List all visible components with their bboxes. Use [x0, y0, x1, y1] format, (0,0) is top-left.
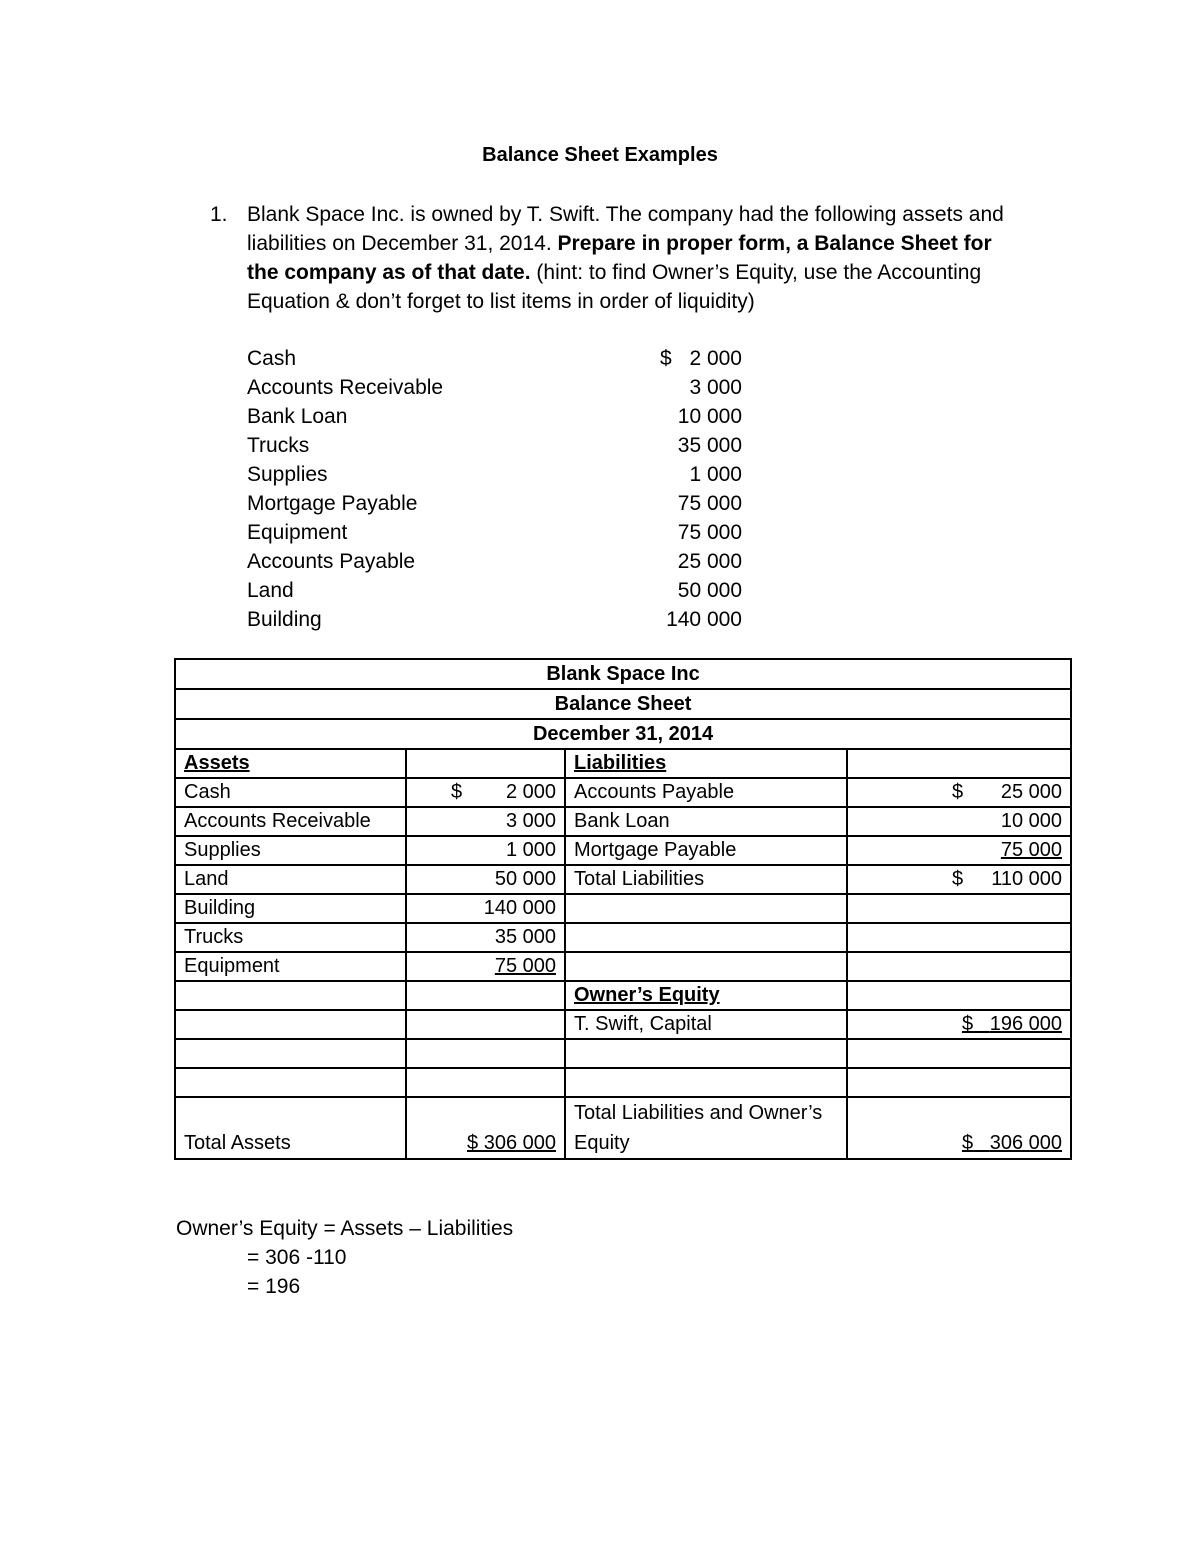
dollar-sign: $ [451, 781, 463, 803]
amount-value: 196 000 [989, 1013, 1063, 1035]
problem-intro: Blank Space Inc. is owned by T. Swift. The company had the following assets and liabilities on December 31, 2014. [247, 203, 1004, 255]
list-item [247, 344, 747, 373]
item-amount: 50 000 [677, 579, 742, 602]
capital-amount [847, 1010, 1071, 1039]
item-name: Accounts Payable [247, 550, 416, 573]
asset-name: Building [175, 894, 406, 923]
table-row [175, 894, 1071, 923]
equity-heading [565, 981, 847, 1010]
total-le-label: Total Liabilities and Owner’s Equity [565, 1097, 847, 1159]
empty-cell [406, 749, 565, 778]
table-row [175, 1010, 1071, 1039]
item-name: Bank Loan [247, 405, 348, 428]
list-item [247, 605, 747, 634]
total-liabilities-amount [847, 865, 1071, 894]
amount-value: 50 000 [494, 868, 556, 890]
liability-amount [847, 778, 1071, 807]
liability-amount [847, 807, 1071, 836]
table-row [175, 981, 1071, 1010]
asset-name: Equipment [175, 952, 406, 981]
item-name: Mortgage Payable [247, 492, 418, 515]
empty-cell [565, 1068, 847, 1097]
item-name: Cash [247, 347, 297, 370]
capital-value [962, 1013, 1062, 1035]
asset-amount [406, 923, 565, 952]
item-amount: 35 000 [677, 434, 742, 457]
empty-cell [565, 952, 847, 981]
empty-cell [406, 981, 565, 1010]
list-item [247, 576, 747, 605]
asset-amount [406, 778, 565, 807]
table-row [175, 778, 1071, 807]
empty-cell [175, 981, 406, 1010]
list-item [247, 373, 747, 402]
item-name: Supplies [247, 463, 328, 486]
assets-heading-text: Assets [184, 752, 250, 774]
empty-cell [847, 923, 1071, 952]
item-dollar: $ [660, 347, 672, 370]
page-title: Balance Sheet Examples [482, 144, 718, 166]
empty-cell [565, 923, 847, 952]
empty-cell [847, 894, 1071, 923]
table-row [175, 836, 1071, 865]
amount-value: 140 000 [483, 897, 556, 919]
item-list [247, 344, 747, 634]
item-amount: 75 000 [677, 492, 742, 515]
empty-cell [175, 1068, 406, 1097]
empty-cell [406, 1010, 565, 1039]
problem-statement [210, 200, 1020, 316]
table-row [175, 923, 1071, 952]
liability-amount [847, 836, 1071, 865]
total-assets-label: Total Assets [175, 1097, 406, 1159]
item-name: Land [247, 579, 294, 602]
company-name: Blank Space Inc [175, 659, 1071, 689]
amount-value: 75 000 [1000, 839, 1063, 861]
equation-line: = 196 [247, 1275, 301, 1298]
amount-value: $ 306 000 [467, 1132, 556, 1154]
item-name: Equipment [247, 521, 348, 544]
empty-cell [847, 952, 1071, 981]
table-row [175, 749, 1071, 778]
liabilities-heading-text: Liabilities [574, 752, 667, 774]
table-row [175, 689, 1071, 719]
table-row [175, 865, 1071, 894]
asset-amount [406, 836, 565, 865]
empty-cell [847, 981, 1071, 1010]
statement-name: Balance Sheet [175, 689, 1071, 719]
list-item [247, 431, 747, 460]
item-amount: 1 000 [689, 463, 742, 486]
item-amount: 10 000 [677, 405, 742, 428]
amount-value: 1 000 [505, 839, 556, 861]
equity-heading-text: Owner’s Equity [574, 984, 720, 1006]
item-amount: 75 000 [677, 521, 742, 544]
total-le-value [962, 1132, 1062, 1154]
problem-instruction: Prepare in proper form, a Balance Sheet for the company as of that date. [247, 232, 992, 284]
empty-cell [406, 1039, 565, 1068]
table-row [175, 1097, 1071, 1159]
table-row [175, 719, 1071, 749]
empty-cell [565, 1039, 847, 1068]
list-item [247, 460, 747, 489]
asset-name: Trucks [175, 923, 406, 952]
item-name: Building [247, 608, 322, 631]
asset-name: Cash [175, 778, 406, 807]
problem-hint: (hint: to find Owner’s Equity, use the Accounting Equation & don’t forget to list items in order of liquidity) [247, 261, 982, 313]
total-liabilities-label: Total Liabilities [565, 865, 847, 894]
problem-number: 1. [210, 203, 228, 226]
amount-value: 3 000 [505, 810, 556, 832]
item-name: Accounts Receivable [247, 376, 444, 399]
asset-name: Land [175, 865, 406, 894]
asset-amount [406, 807, 565, 836]
equation-line: Owner’s Equity = Assets – Liabilities [176, 1217, 514, 1240]
liabilities-heading [565, 749, 847, 778]
list-item [247, 547, 747, 576]
empty-cell [847, 1039, 1071, 1068]
asset-amount [406, 894, 565, 923]
list-item [247, 402, 747, 431]
total-le-amount [847, 1097, 1071, 1159]
item-name: Trucks [247, 434, 310, 457]
amount-value: 10 000 [1000, 810, 1063, 832]
asset-amount [406, 865, 565, 894]
liability-name: Bank Loan [565, 807, 847, 836]
empty-cell [175, 1010, 406, 1039]
empty-cell [847, 1068, 1071, 1097]
item-amount: 2 000 [689, 347, 742, 370]
table-row [175, 1068, 1071, 1097]
table-row [175, 1039, 1071, 1068]
empty-cell [565, 894, 847, 923]
problem-text [247, 200, 1020, 316]
empty-cell [175, 1039, 406, 1068]
capital-name: T. Swift, Capital [565, 1010, 847, 1039]
assets-heading [175, 749, 406, 778]
empty-cell [847, 749, 1071, 778]
balance-sheet-table [174, 658, 1072, 1160]
amount-value: 2 000 [505, 781, 556, 803]
item-amount: 25 000 [677, 550, 742, 573]
table-row [175, 659, 1071, 689]
item-amount: 140 000 [666, 608, 742, 631]
equation-line: = 306 -110 [247, 1246, 347, 1269]
amount-value: 110 000 [991, 868, 1063, 890]
statement-date: December 31, 2014 [175, 719, 1071, 749]
asset-amount [406, 952, 565, 981]
dollar-sign: $ [952, 781, 964, 803]
table-row [175, 952, 1071, 981]
list-item [247, 489, 747, 518]
asset-name: Accounts Receivable [175, 807, 406, 836]
dollar-sign: $ [952, 868, 964, 890]
dollar-sign: $ [961, 1013, 974, 1035]
liability-name: Mortgage Payable [565, 836, 847, 865]
total-assets-amount [406, 1097, 565, 1159]
amount-value: 25 000 [1000, 781, 1063, 803]
asset-name: Supplies [175, 836, 406, 865]
liability-name: Accounts Payable [565, 778, 847, 807]
dollar-sign: $ [961, 1132, 974, 1154]
amount-value: 306 000 [989, 1132, 1063, 1154]
amount-value: 35 000 [494, 926, 556, 948]
table-row [175, 807, 1071, 836]
amount-value: 75 000 [494, 955, 556, 977]
empty-cell [406, 1068, 565, 1097]
list-item [247, 518, 747, 547]
equity-equation [176, 1214, 513, 1301]
item-amount: 3 000 [689, 376, 742, 399]
